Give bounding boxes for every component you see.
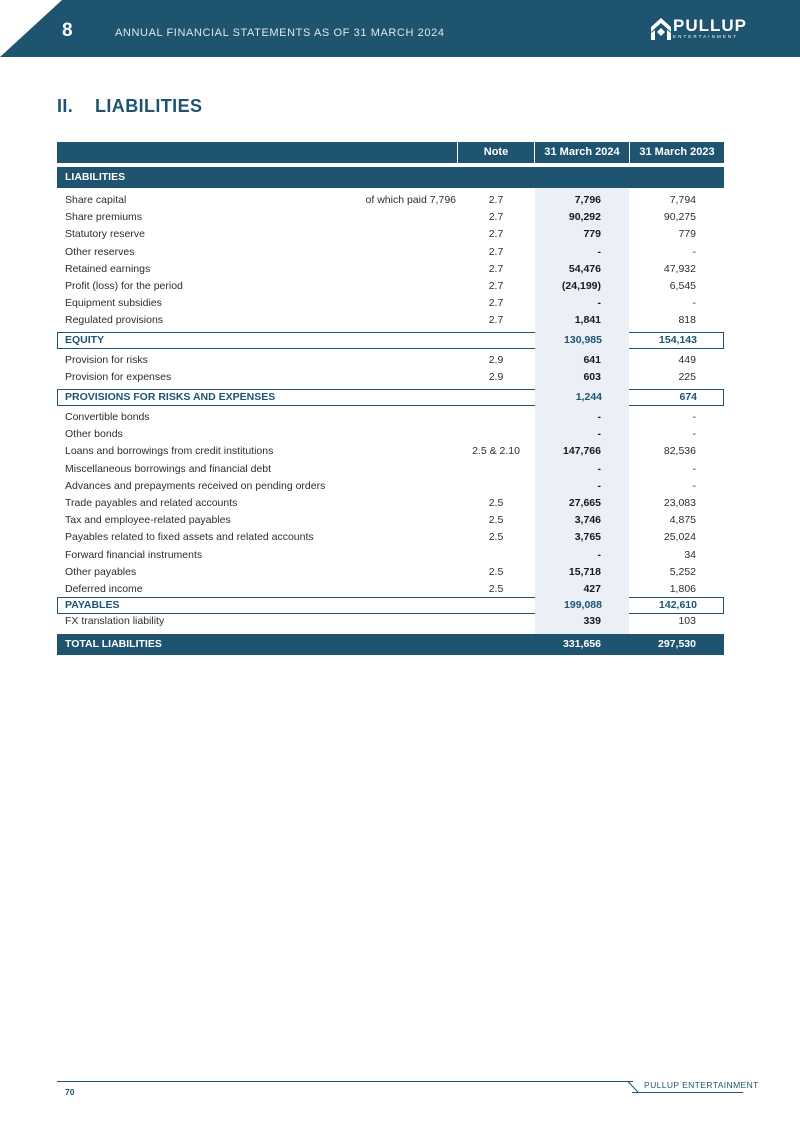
row-label: Tax and employee-related payables xyxy=(65,514,231,527)
logo-mark-icon xyxy=(651,18,671,40)
row-value-2023: 5,252 xyxy=(669,565,696,578)
row-note: 2.9 xyxy=(488,371,504,384)
row-value-2024: - xyxy=(597,479,601,492)
row-value-2023: 7,794 xyxy=(669,194,696,206)
subtotal-value-2023: 154,143 xyxy=(659,334,697,346)
row-label: Deferred income xyxy=(65,583,143,595)
subtotal-label: PAYABLES xyxy=(65,599,120,611)
table-row xyxy=(57,261,724,278)
row-value-2024: - xyxy=(597,411,601,423)
logo-text: PULLUP xyxy=(673,16,747,35)
row-value-2024: - xyxy=(597,462,601,475)
row-value-2023: 6,545 xyxy=(669,280,696,292)
row-label: Trade payables and related accounts xyxy=(65,497,238,509)
row-note: 2.7 xyxy=(488,314,504,327)
section-number: II. xyxy=(57,96,74,116)
row-value-2023: 818 xyxy=(678,314,696,327)
header-title: ANNUAL FINANCIAL STATEMENTS AS OF 31 MARCH 2024 xyxy=(115,27,445,39)
table-row xyxy=(57,547,724,564)
row-value-2023: 25,024 xyxy=(663,531,696,544)
row-value-2024: 427 xyxy=(583,583,601,595)
header-2023: 31 March 2023 xyxy=(630,142,724,163)
row-value-2024: 27,665 xyxy=(568,497,601,509)
row-note: 2.9 xyxy=(488,354,504,366)
row-label: Payables related to fixed assets and related accounts xyxy=(65,531,314,544)
company-logo xyxy=(651,17,746,43)
header-notch xyxy=(0,0,62,57)
table-row xyxy=(57,495,724,512)
table-row xyxy=(57,564,724,581)
table-row xyxy=(57,295,724,312)
row-note: 2.5 xyxy=(488,514,504,527)
subtotal-label: PROVISIONS FOR RISKS AND EXPENSES xyxy=(65,391,276,403)
total-liabilities-band xyxy=(57,634,724,655)
row-note: 2.5 & 2.10 xyxy=(472,445,520,458)
table-row xyxy=(57,613,724,630)
table-row xyxy=(57,312,724,329)
row-label: Share premiums xyxy=(65,211,143,224)
row-value-2023: - xyxy=(692,297,696,310)
row-value-2023: 90,275 xyxy=(663,211,696,224)
row-value-2023: 82,536 xyxy=(663,445,696,458)
row-note: 2.5 xyxy=(488,583,504,595)
header-note: Note xyxy=(458,142,534,163)
row-value-2024: 1,841 xyxy=(574,314,601,327)
row-label: Regulated provisions xyxy=(65,314,164,327)
footer-rule xyxy=(57,1081,633,1082)
row-value-2024: (24,199) xyxy=(561,280,601,292)
row-note: 2.7 xyxy=(488,297,504,310)
band-value-2023: 297,530 xyxy=(658,638,696,650)
table-row xyxy=(57,426,724,443)
row-value-2023: - xyxy=(692,462,696,475)
row-value-2023: - xyxy=(692,245,696,258)
subtotal-provisions xyxy=(57,389,724,406)
subtotal-value-2024: 1,244 xyxy=(575,391,602,403)
row-value-2023: 47,932 xyxy=(663,262,696,275)
row-value-2023: - xyxy=(692,411,696,423)
table-row xyxy=(57,461,724,478)
row-note: 2.5 xyxy=(488,565,504,578)
row-value-2024: - xyxy=(597,548,601,561)
table-row xyxy=(57,192,724,209)
table-row xyxy=(57,352,724,369)
row-note: 2.7 xyxy=(488,228,504,241)
row-value-2023: 23,083 xyxy=(663,497,696,509)
section-title xyxy=(57,96,202,117)
row-label: FX translation liability xyxy=(65,615,165,627)
row-value-2024: 90,292 xyxy=(568,211,601,224)
row-value-2023: - xyxy=(692,428,696,441)
row-value-2023: 225 xyxy=(678,371,696,384)
row-value-2023: 34 xyxy=(684,548,696,561)
row-value-2023: 1,806 xyxy=(669,583,696,595)
row-note: 2.5 xyxy=(488,497,504,509)
subtotal-value-2024: 199,088 xyxy=(564,599,602,611)
row-value-2023: - xyxy=(692,479,696,492)
table-row xyxy=(57,369,724,386)
row-label: Convertible bonds xyxy=(65,411,150,423)
row-value-2024: 641 xyxy=(583,354,601,366)
logo-subtext: ENTERTAINMENT xyxy=(673,34,739,39)
subtotal-value-2023: 674 xyxy=(679,391,697,403)
subtotal-payables xyxy=(57,597,724,614)
row-value-2024: 147,766 xyxy=(563,445,601,458)
row-label: Forward financial instruments xyxy=(65,548,203,561)
table-row xyxy=(57,226,724,243)
subtotal-equity xyxy=(57,332,724,349)
row-value-2023: 449 xyxy=(678,354,696,366)
header-blank-cell xyxy=(57,142,457,163)
row-value-2024: 3,765 xyxy=(574,531,601,544)
subtotal-value-2024: 130,985 xyxy=(564,334,602,346)
row-label: Other bonds xyxy=(65,428,123,441)
row-note: 2.7 xyxy=(488,211,504,224)
table-row xyxy=(57,529,724,546)
row-value-2024: 3,746 xyxy=(574,514,601,527)
section-title-text: LIABILITIES xyxy=(95,96,203,116)
row-value-2024: 779 xyxy=(583,228,601,241)
row-label: Share capital xyxy=(65,194,127,206)
row-value-2023: 779 xyxy=(678,228,696,241)
row-note: 2.7 xyxy=(488,262,504,275)
row-extra: of which paid 7,796 xyxy=(365,194,456,206)
row-label: Equipment subsidies xyxy=(65,297,162,310)
row-value-2024: - xyxy=(597,297,601,310)
section-band-liabilities xyxy=(57,167,724,188)
subtotal-value-2023: 142,610 xyxy=(659,599,697,611)
table-row xyxy=(57,512,724,529)
page-header xyxy=(0,0,800,57)
table-row xyxy=(57,443,724,460)
row-label: Other payables xyxy=(65,565,137,578)
row-label: Loans and borrowings from credit institutions xyxy=(65,445,274,458)
row-label: Other reserves xyxy=(65,245,135,258)
subtotal-label: EQUITY xyxy=(65,334,105,346)
band-label: LIABILITIES xyxy=(65,171,126,183)
page-number: 70 xyxy=(65,1087,75,1097)
row-label: Provision for risks xyxy=(65,354,148,366)
row-note: 2.7 xyxy=(488,245,504,258)
row-note: 2.7 xyxy=(488,280,504,292)
row-value-2024: - xyxy=(597,428,601,441)
row-value-2024: - xyxy=(597,245,601,258)
table-row xyxy=(57,409,724,426)
table-row xyxy=(57,278,724,295)
row-value-2023: 4,875 xyxy=(669,514,696,527)
row-value-2023: 103 xyxy=(678,615,696,627)
row-value-2024: 603 xyxy=(583,371,601,384)
row-value-2024: 54,476 xyxy=(568,262,601,275)
footer-brand: PULLUP ENTERTAINMENT xyxy=(644,1080,759,1090)
row-label: Advances and prepayments received on pending orders xyxy=(65,479,326,492)
footer-rule-right xyxy=(632,1092,743,1093)
band-value-2024: 331,656 xyxy=(563,638,601,650)
row-label: Retained earnings xyxy=(65,262,151,275)
row-note: 2.7 xyxy=(488,194,504,206)
row-value-2024: 7,796 xyxy=(574,194,601,206)
row-label: Statutory reserve xyxy=(65,228,145,241)
row-note: 2.5 xyxy=(488,531,504,544)
table-row xyxy=(57,244,724,261)
row-label: Miscellaneous borrowings and financial debt xyxy=(65,462,272,475)
table-row xyxy=(57,581,724,598)
row-value-2024: 339 xyxy=(583,615,601,627)
chapter-number: 8 xyxy=(62,20,73,41)
row-label: Profit (loss) for the period xyxy=(65,280,183,292)
row-label: Provision for expenses xyxy=(65,371,172,384)
band-label: TOTAL LIABILITIES xyxy=(65,638,162,650)
row-value-2024: 15,718 xyxy=(568,565,601,578)
table-row xyxy=(57,209,724,226)
header-2024: 31 March 2024 xyxy=(535,142,629,163)
table-row xyxy=(57,478,724,495)
